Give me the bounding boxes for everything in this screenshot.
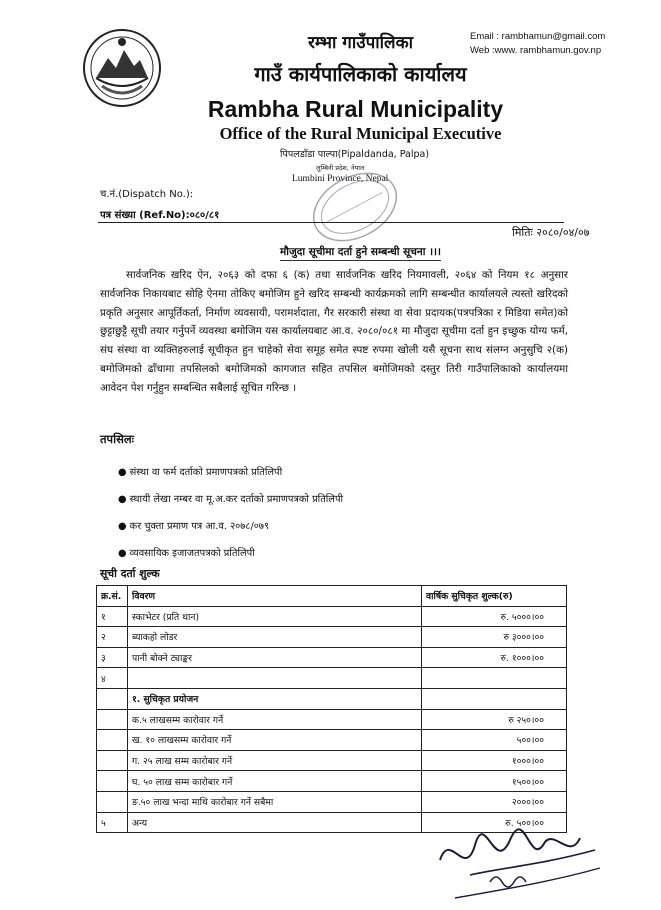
- email-text: Email : rambhamun@gmail.com: [470, 31, 606, 42]
- document-list-item: ● संस्था वा फर्म दर्ताको प्रमाणपत्रको प्रतिलिपी: [118, 467, 283, 478]
- row-fee: २०००।००: [422, 791, 567, 812]
- letter-date: मितिः २०८०/०४/०७: [512, 226, 590, 239]
- row-serial: [97, 791, 128, 812]
- table-row: [97, 791, 567, 812]
- row-serial: ४: [97, 668, 128, 689]
- row-fee: रु २५०।००: [422, 709, 567, 730]
- office-name-english: Office of the Rural Municipal Executive: [219, 124, 502, 143]
- municipality-name-english: Rambha Rural Municipality: [207, 96, 504, 122]
- row-fee: १५००।००: [422, 771, 567, 792]
- office-name-nepali: गाउँ कार्यपालिकाको कार्यालय: [254, 62, 467, 86]
- row-serial: [97, 730, 128, 751]
- row-description: पानी बोक्ने ट्याङ्कर: [128, 647, 422, 668]
- reference-number: पत्र संख्या (Ref.No):०८०/८१: [100, 210, 220, 221]
- row-serial: [97, 688, 128, 709]
- municipality-name-nepali: रम्भा गाउँपालिका: [307, 33, 414, 53]
- table-row: [97, 647, 567, 668]
- table-row: [97, 709, 567, 730]
- table-row: [97, 750, 567, 771]
- row-fee: रु ३०००।००: [422, 627, 567, 648]
- header-fee: वार्षिक सुचिकृत शुल्क(रु): [422, 586, 567, 607]
- table-row: [97, 627, 567, 648]
- document-list-item: ● व्यवसायिक इजाजतपत्रको प्रतिलिपी: [118, 548, 255, 559]
- header-divider: [98, 222, 564, 223]
- row-fee: [422, 688, 567, 709]
- table-row: [97, 606, 567, 627]
- row-fee: १०००।००: [422, 750, 567, 771]
- table-row: [97, 668, 567, 689]
- row-description: [128, 668, 422, 689]
- address-line-2: लुम्बिनी प्रदेश, नेपाल: [316, 164, 365, 172]
- row-description: स्काभेटर (प्रति थान): [128, 606, 422, 627]
- row-description: ब्याकहो लोडर: [128, 627, 422, 648]
- dispatch-number: च.नं.(Dispatch No.):: [100, 189, 194, 200]
- row-description: ख. १० लाखसम्म कारोवार गर्ने: [128, 730, 422, 751]
- row-serial: २: [97, 627, 128, 648]
- row-fee: रु. १०००।००: [422, 647, 567, 668]
- row-description: अन्य: [128, 812, 422, 833]
- row-serial: ३: [97, 647, 128, 668]
- notice-subject: मौजुदा सूचीमा दर्ता हुने सम्बन्धी सूचना ।।।: [0, 245, 661, 261]
- table-header-row: [97, 586, 567, 607]
- row-serial: [97, 750, 128, 771]
- row-fee: ५००।००: [422, 730, 567, 751]
- row-fee: रु. ५०००।००: [422, 606, 567, 627]
- row-description: क.५ लाखसम्म कारोवार गर्ने: [128, 709, 422, 730]
- header-serial: क्र.सं.: [97, 586, 128, 607]
- row-serial: १: [97, 606, 128, 627]
- document-list-item: ● कर चुक्ता प्रमाण पत्र आ.व. २०७८/०७९: [118, 521, 270, 532]
- row-description: घ. ५० लाख सम्म कारोबार गर्ने: [128, 771, 422, 792]
- details-heading: तपसिलः: [100, 432, 134, 446]
- handwritten-signature: [430, 820, 610, 905]
- address-line-1: पिपलडाँडा पाल्पा(Pipaldanda, Palpa): [280, 149, 430, 160]
- table-row: [97, 688, 567, 709]
- row-serial: ५: [97, 812, 128, 833]
- notice-body: सार्वजनिक खरिद ऐन, २०६३ को दफा ६ (क) तथा सार्वजनिक खरिद नियमावली, २०६४ को नियम १८ अनुसार सार्वजनिक निकायबाट सोहि ऐनमा तोकिए बमोजिम हुने खरिद सम्बन्धी कार्यक्रमको लागि सम्बन्धीत कार्यालयले त्यस्तो खरिदको प्रकृति अनुसार आपूर्तिकर्ता, निर्माण व्यवसायी, परामर्शदाता, गैर सरकारी संस्था वा सेवा प्रदायक(पत्रपत्रिका र मिडिया समेत)को छुट्टाछुट्टै सूची तयार गर्नुपर्ने व्यवस्था बमोजिम यस कार्यालयबाट आ.व. २०८०/०८१ मा मौजुदा सूचीमा दर्ता हुन इच्छुक योग्य फर्म, संघ संस्था वा व्यक्तिहरुलाई सूचीकृत हुन चाहेको सेवा समूह समेत स्पष्ट रुपमा खोली यसै सूचना साथ संलग्न अनुसुचि २(क) बमोजिमको ढाँचामा तपसिलको बमोजिमको कागजात सहित तपसिल बमोजिमको दस्तुर तिरी गाउँपालिकाको कार्यालयमा आवेदन पेश गर्नुहुन सम्बन्धित सबैलाई सूचित गरिन्छ ।: [100, 269, 568, 394]
- document-list-item: ● स्थायी लेखा नम्बर वा मू.अ.कर दर्ताको प्रमाणपत्रको प्रतिलिपी: [118, 494, 344, 505]
- website-text: Web :www. rambhamun.gov.np: [470, 45, 602, 56]
- table-row: [97, 771, 567, 792]
- row-fee: [422, 668, 567, 689]
- office-stamp: [300, 165, 410, 250]
- fee-table-heading: सूची दर्ता शुल्क: [100, 567, 160, 580]
- row-serial: [97, 771, 128, 792]
- row-description: ङ.५० लाख भन्दा माथि कारोबार गर्ने सबैमा: [128, 791, 422, 812]
- row-fee: रु. ५००।००: [422, 812, 567, 833]
- header-description: विवरण: [128, 586, 422, 607]
- registration-fee-table: [96, 585, 567, 833]
- address-line-3: Lumbini Province, Nepal: [292, 174, 389, 184]
- row-description: ग. २५ लाख सम्म कारोबार गर्ने: [128, 750, 422, 771]
- row-description: १. सुचिकृत प्रयोजन: [128, 688, 422, 709]
- table-row: [97, 730, 567, 751]
- row-serial: [97, 709, 128, 730]
